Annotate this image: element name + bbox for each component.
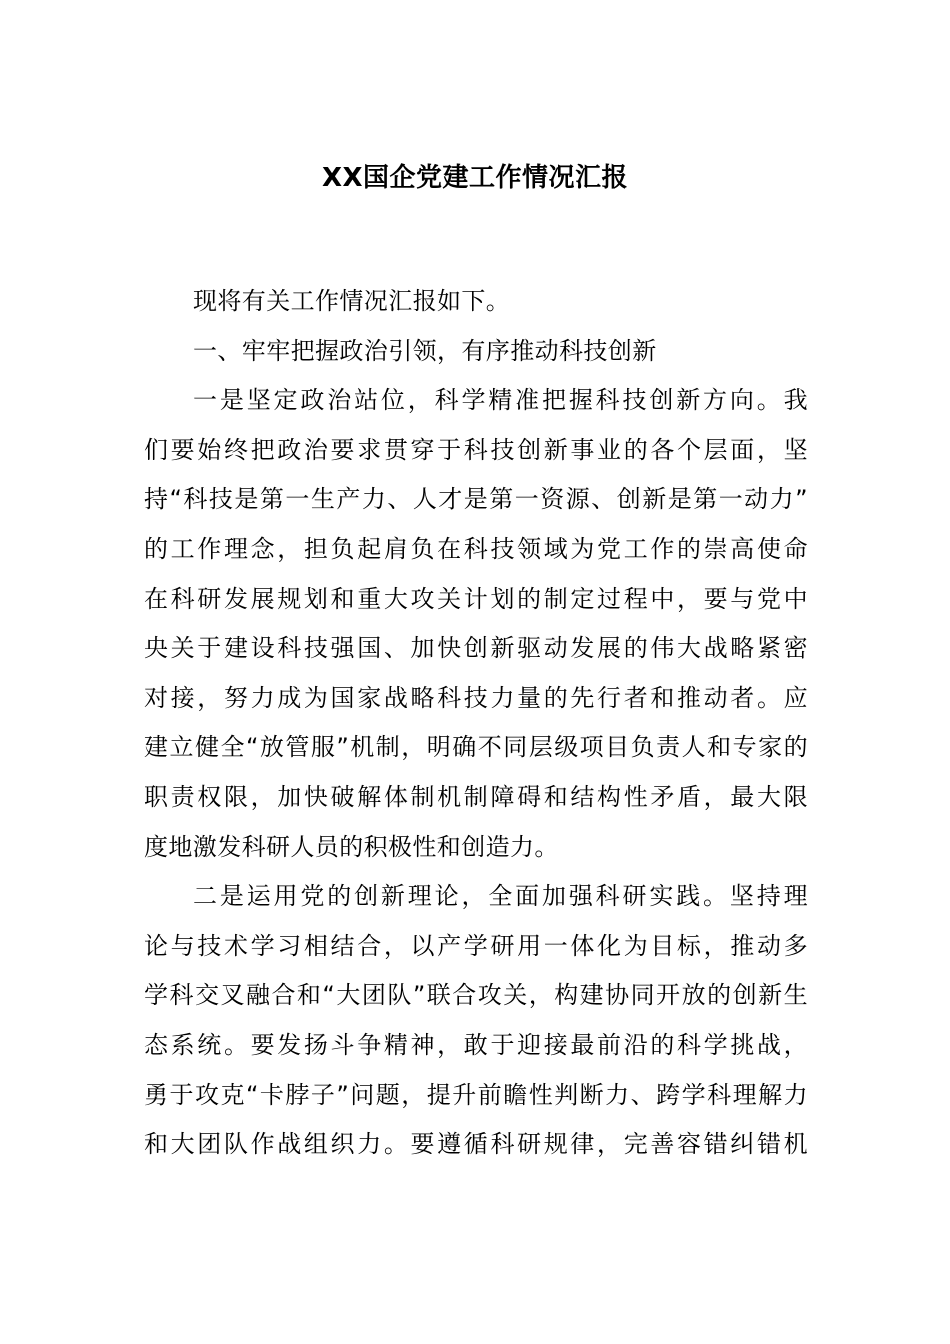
intro-line: 现将有关工作情况汇报如下。 xyxy=(193,287,511,315)
paragraph-line: 职责权限，加快破解体制机制障碍和结构性矛盾，最大限 xyxy=(144,782,808,811)
paragraph-line: 勇于攻克“卡脖子”问题，提升前瞻性判断力、跨学科理解力 xyxy=(144,1080,808,1109)
paragraph-line: 在科研发展规划和重大攻关计划的制定过程中，要与党中 xyxy=(144,584,808,613)
section-heading xyxy=(144,327,808,377)
paragraph-line: 学科交叉融合和“大团队”联合攻关，构建协同开放的创新生 xyxy=(144,981,808,1010)
paragraph-line: 论与技术学习相结合，以产学研用一体化为目标，推动多 xyxy=(144,931,808,960)
paragraph-line: 二是运用党的创新理论，全面加强科研实践。坚持理 xyxy=(193,882,808,911)
paragraph-line: 的工作理念，担负起肩负在科技领域为党工作的崇高使命 xyxy=(144,534,808,563)
paragraph-line: 持“科技是第一生产力、人才是第一资源、创新是第一动力” xyxy=(144,485,808,514)
paragraph-line: 们要始终把政治要求贯穿于科技创新事业的各个层面，坚 xyxy=(144,435,808,464)
paragraph-1 xyxy=(144,376,808,872)
paragraph-line: 和大团队作战组织力。要遵循科研规律，完善容错纠错机 xyxy=(144,1130,808,1159)
paragraph-line: 态系统。要发扬斗争精神，敢于迎接最前沿的科学挑战， xyxy=(144,1030,808,1059)
paragraph-line: 建立健全“放管服”机制，明确不同层级项目负责人和专家的 xyxy=(144,733,808,762)
paragraph-line: 对接，努力成为国家战略科技力量的先行者和推动者。应 xyxy=(144,683,808,712)
paragraph-line: 度地激发科研人员的积极性和创造力。 xyxy=(144,832,559,861)
paragraph-line: 央关于建设科技强国、加快创新驱动发展的伟大战略紧密 xyxy=(144,634,808,663)
document-title: XX国企党建工作情况汇报 xyxy=(321,163,629,193)
intro-paragraph xyxy=(144,277,808,327)
paragraph-line: 一是坚定政治站位，科学精准把握科技创新方向。我 xyxy=(193,386,808,415)
paragraph-2 xyxy=(144,872,808,1170)
document-body xyxy=(144,277,808,1170)
section-heading-line: 一、牢牢把握政治引领，有序推动科技创新 xyxy=(193,336,657,365)
